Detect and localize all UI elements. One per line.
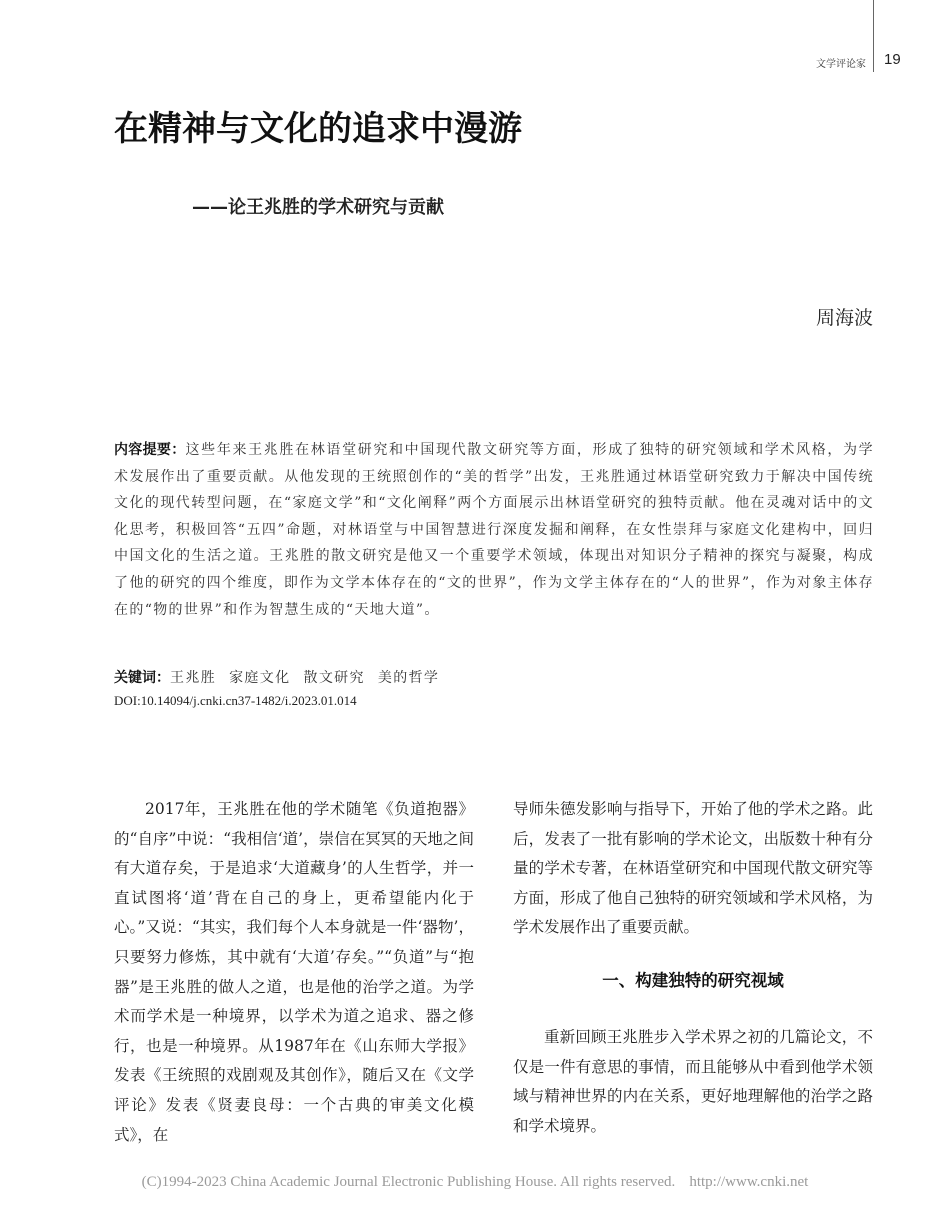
body-paragraph: 导师朱德发影响与指导下，开始了他的学术之路。此后，发表了一批有影响的学术论文，出版数十种有分量的学术专著，在林语堂研究和中国现代散文研究等方面，形成了他自己独特的研究领域和学术风格，为学术发展作出了重要贡献。 — [513, 800, 873, 937]
running-header-journal: 文学评论家 — [816, 59, 866, 70]
body-column-right — [513, 795, 873, 943]
body-paragraph: 2017年，王兆胜在他的学术随笔《负道抱器》的“自序”中说：“我相信‘道’，崇信在冥冥的天地之间有大道存矣，于是追求‘大道藏身’的人生哲学，并一直试图将‘道’背在自己的身上，更希望能内化于心。”又说：“其实，我们每个人本身就是一件‘器物’，只要努力修炼，其中就有‘大道’存矣。”“负道”与“抱器”是王兆胜的做人之道，也是他的治学之道。为学术而学术是一种境界，以学术为道之追求、器之修行，也是一种境界。从1987年在《山东师大学报》发表《王统照的戏剧观及其创作》，随后又在《文学评论》发表《贤妻良母：一个古典的审美文化模式》，在 — [114, 800, 474, 1144]
page-number: 19 — [884, 51, 901, 68]
keywords — [114, 665, 874, 691]
article-title: 在精神与文化的追求中漫游 — [114, 109, 522, 149]
copyright-footer — [0, 1174, 950, 1191]
abstract-label: 内容提要： — [114, 442, 186, 458]
abstract-text: 这些年来王兆胜在林语堂研究和中国现代散文研究等方面，形成了独特的研究领域和学术风格，为学术发展作出了重要贡献。从他发现的王统照创作的“美的哲学”出发，王兆胜通过林语堂研究致力于解决中国传统文化的现代转型问题，在“家庭文学”和“文化阐释”两个方面展示出林语堂研究的独特贡献。他在灵魂对话中的文化思考，积极回答“五四”命题，对林语堂与中国智慧进行深度发掘和阐释，在女性崇拜与家庭文化建构中，回归中国文化的生活之道。王兆胜的散文研究是他又一个重要学术领域，体现出对知识分子精神的探究与凝聚，构成了他的研究的四个维度，即作为文学本体存在的“文的世界”，作为文学主体存在的“人的世界”，作为对象主体存在的“物的世界”和作为智慧生成的“天地大道”。 — [114, 442, 875, 618]
keyword: 美的哲学 — [377, 670, 440, 686]
keyword: 家庭文化 — [229, 670, 291, 686]
body-column-right-section — [513, 1023, 873, 1141]
body-paragraph: 重新回顾王兆胜步入学术界之初的几篇论文，不仅是一件有意思的事情，而且能够从中看到他学术领域与精神世界的内在关系，更好地理解他的治学之路和学术境界。 — [513, 1028, 873, 1135]
abstract — [114, 437, 874, 623]
keyword: 王兆胜 — [170, 670, 217, 686]
article-subtitle: ——论王兆胜的学术研究与贡献 — [192, 197, 444, 218]
header-divider — [873, 0, 874, 72]
body-column-left — [114, 795, 474, 1150]
copyright-text: (C)1994-2023 China Academic Journal Electronic Publishing House. All rights reserved. — [141, 1174, 676, 1190]
section-heading: 一、构建独特的研究视域 — [602, 971, 784, 990]
keyword: 散文研究 — [303, 670, 365, 686]
author-name: 周海波 — [815, 307, 873, 329]
footer-url: http://www.cnki.net — [689, 1174, 809, 1190]
doi: DOI:10.14094/j.cnki.cn37-1482/i.2023.01.014 — [114, 693, 357, 708]
keywords-label: 关键词： — [114, 670, 170, 686]
